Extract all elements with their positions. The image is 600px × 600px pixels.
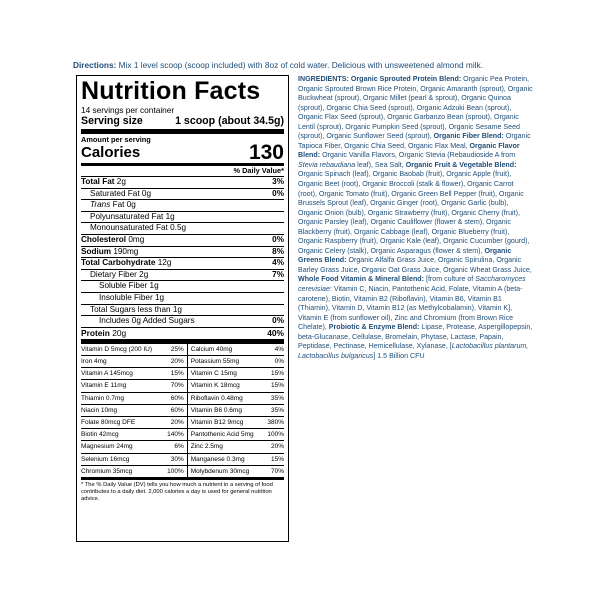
nutrient-label: Saturated Fat — [90, 188, 140, 198]
vitamin-species: Saccharomyces cerevisiae — [298, 275, 526, 294]
nutrient-amount: 1g — [172, 304, 182, 314]
nutrient-amount: Fat 0g — [112, 200, 136, 210]
probiotic-blend: Lipase, Protease, Aspergillopepsin, beta-Glucanase, Cellulase, Bromelain, Phytase, Lactase, Papain, Peptidase, Pectinase, Hemicellulase, Xylanase, [ — [298, 323, 533, 351]
vitamin-right-dv: 35% — [262, 404, 284, 416]
nutrient-amount: 1g — [165, 211, 175, 221]
fiber-blend-title: Organic Fiber Blend: — [433, 132, 504, 141]
daily-value-footnote: * The % Daily Value (DV) tells you how much a nutrient in a serving of food contributes to a daily diet. 2,000 calories a day is used for general nutrition advice. — [81, 481, 273, 503]
serving-size-label: Serving size — [81, 115, 143, 127]
nutrient-label: Includes 0g Added Sugars — [99, 316, 195, 326]
vitamin-row — [81, 355, 284, 367]
serving-size-value: 1 scoop (about 34.5g) — [175, 115, 284, 127]
vitamin-right-label: Vitamin K 18mcg — [187, 380, 262, 392]
vitamin-row — [81, 368, 284, 380]
nutrient-row-cholesterol — [81, 235, 284, 247]
nutrient-amount: 1g — [149, 281, 159, 291]
nutrient-label: Monounsaturated Fat — [90, 223, 168, 233]
nutrient-dv: 0% — [272, 316, 284, 326]
nutrient-amount: 12g — [157, 258, 172, 268]
vitamin-right-dv: 70% — [262, 465, 284, 478]
vitamin-left-label: Vitamin A 145mcg — [81, 368, 163, 380]
nutrient-row-trans-fat — [81, 200, 284, 212]
vitamin-right-label: Vitamin B12 9mcg — [187, 416, 262, 428]
vitamin-left-label: Magnesium 24mg — [81, 441, 163, 453]
nutrition-facts-panel — [76, 75, 289, 542]
vitamin-right-dv: 380% — [262, 416, 284, 428]
nutrient-label: Sodium — [81, 246, 112, 256]
flavor-blend-title: Organic Flavor Blend: — [298, 141, 520, 160]
vitamin-row — [81, 429, 284, 441]
vitamin-mineral-table — [81, 344, 284, 480]
nutrient-label: Trans — [90, 200, 111, 210]
nutrient-row-total-sugars — [81, 305, 284, 317]
vitamin-left-dv: 15% — [163, 368, 187, 380]
greens-blend-title: Organic Greens Blend: — [298, 246, 512, 265]
vitamin-left-label: Selenium 16mcg — [81, 453, 163, 465]
vitamin-left-dv: 20% — [163, 355, 187, 367]
fruit-veg-blend: Organic Spinach (leaf), Organic Baobab (fruit), Organic Apple (fruit), Organic Beet (root), Organic Broccoli (stalk & flower), Organic Carrot (root), Organic Tomato (fruit), Organic Green Bell Pepper (fruit), Organic Brussels Sprout (leaf), Organic Ginger (root), Organic Garlic (bulb), Organic Onion (bulb), Organic Strawberry (fruit), Organic Cherry (fruit), Organic Parsley (leaf), Organic Cauliflower (flower & stem), Organic Blackberry (fruit), Organic Cabbage (leaf), Organic Blueberry (fruit), Organic Raspberry (fruit), Organic Kale (leaf), Organic Cucumber (gourd), Organic Celery (stalk), Organic Asparagus (flower & stem), — [298, 170, 530, 255]
nutrient-label: Cholesterol — [81, 234, 127, 244]
vitamin-blend: : Vitamin C, Niacin, Pantothenic Acid, Folate, Vitamin A (beta-carotene), Biotin, Vitamin B2 (Riboflavin), Vitamin B6, Vitamin B1 (Thiamin), Vitamin D, Vitamin B12 (as Methylcobalamin), Vitamin K], Vitamin E (from sunflower oil), Zinc and Chromium (from Brown Rice Chelate), — [298, 285, 523, 332]
vitamin-left-label: Chromium 35mcg — [81, 465, 163, 478]
nutrient-dv: 3% — [272, 177, 284, 186]
nutrient-row-polyunsaturated-fat — [81, 212, 284, 224]
nutrient-row-dietary-fiber — [81, 270, 284, 282]
vitamin-right-dv: 20% — [262, 441, 284, 453]
flavor-blend: Organic Vanilla Flavors, Organic Stevia (Rebaudioside A from — [322, 151, 516, 160]
nutrient-amount: 20g — [112, 327, 127, 338]
nutrient-amount: 0g — [141, 188, 151, 198]
vitamin-row — [81, 404, 284, 416]
greens-blend: Organic Alfalfa Grass Juice, Organic Spirulina, Organic Barley Grass Juice, Organic Oat Grass Juice, Organic Wheat Grass Juice, — [298, 256, 532, 274]
directions-label: Directions: — [73, 60, 117, 70]
vitamin-right-label: Potassium 55mg — [187, 355, 262, 367]
vitamin-left-label: Niacin 10mg — [81, 404, 163, 416]
protein-blend-title: Organic Sprouted Protein Blend: — [350, 75, 462, 83]
nutrition-facts-title: Nutrition Facts — [81, 77, 261, 105]
nutrient-label: Total Carbohydrate — [81, 258, 156, 268]
nutrient-row-sodium — [81, 247, 284, 259]
vitamin-left-dv: 6% — [163, 441, 187, 453]
vitamin-left-dv: 30% — [163, 453, 187, 465]
vitamin-left-label: Vitamin E 11mg — [81, 380, 163, 392]
calories-value: 130 — [248, 141, 284, 164]
nutrient-label: Protein — [81, 327, 110, 338]
nutrient-dv: 40% — [267, 327, 284, 338]
vitamin-left-dv: 70% — [163, 380, 187, 392]
probiotic-tail: ] 1.5 Billion CFU — [373, 351, 425, 360]
vitamin-lead: [from culture of — [425, 275, 474, 284]
vitamin-right-dv: 15% — [262, 380, 284, 392]
vitamin-left-dv: 20% — [163, 416, 187, 428]
amount-per-serving: Amount per serving — [81, 135, 151, 144]
vitamin-left-label: Vitamin D 5mcg (200 IU) — [81, 344, 163, 356]
nutrient-row-soluble-fiber — [81, 281, 284, 293]
nutrient-dv: 4% — [272, 258, 284, 268]
vitamin-right-label: Vitamin B6 0.6mg — [187, 404, 262, 416]
vitamin-row — [81, 453, 284, 465]
nutrient-row-monounsaturated-fat — [81, 223, 284, 235]
nutrient-row-saturated-fat — [81, 189, 284, 201]
vitamin-right-label: Vitamin C 15mg — [187, 368, 262, 380]
flavor-tail: leaf), Sea Salt, — [357, 160, 404, 169]
protein-blend: Organic Pea Protein, Organic Sprouted Brown Rice Protein, Organic Amaranth (sprout), Organic Buckwheat (sprout), Organic Millet (pearl & sprout), Organic Quinoa (sprout), Organic Chia Seed (sprout), Organic Adzuki Bean (sprout), Organic Flax Seed (sprout), Organic Garbanzo Bean (sprout), Organic Lentil (sprout), Organic Pumpkin Seed (sprout), Organic Sesame Seed (sprout), Organic Sunflower Seed (sprout), — [298, 75, 533, 141]
vitamin-right-label: Manganese 0.3mg — [187, 453, 262, 465]
ingredients-text — [298, 75, 534, 361]
serving-size-row — [81, 115, 284, 134]
nutrient-label: Soluble Fiber — [99, 281, 148, 291]
nutrient-dv: 0% — [272, 234, 284, 244]
nutrient-label: Insoluble Fiber — [99, 292, 153, 302]
vitamin-left-dv: 140% — [163, 429, 187, 441]
probiotic-species: Lactobacillus plantarum, Lactobacillus bulgaricus — [298, 342, 529, 360]
directions-text: Mix 1 level scoop (scoop included) with 8oz of cold water. Delicious with unsweetened almond milk. — [118, 60, 483, 70]
nutrient-row-total-fat — [81, 177, 284, 189]
nutrient-label: Total Fat — [81, 177, 115, 186]
servings-per-container: 14 servings per container — [81, 105, 175, 115]
vitamin-right-label: Pantothenic Acid 5mg — [187, 429, 262, 441]
vitamin-left-label: Biotin 42mcg — [81, 429, 163, 441]
nutrient-label: Total Sugars less than — [90, 304, 171, 314]
nutrient-amount: 0mg — [128, 234, 145, 244]
nutrient-amount: 2g — [116, 177, 126, 186]
vitamin-left-label: Iron 4mg — [81, 355, 163, 367]
vitamin-right-dv: 35% — [262, 392, 284, 404]
probiotic-blend-title: Probiotic & Enzyme Blend: — [328, 323, 420, 332]
nutrient-row-protein — [81, 328, 284, 344]
nutrient-row-insoluble-fiber — [81, 293, 284, 305]
nutrient-row-total-carbohydrate — [81, 258, 284, 270]
vitamin-right-dv: 100% — [262, 429, 284, 441]
calories-row — [81, 141, 284, 166]
vitamin-row — [81, 465, 284, 478]
vitamin-row — [81, 416, 284, 428]
nutrient-label: Dietary Fiber — [90, 269, 137, 279]
vitamin-row — [81, 344, 284, 356]
calories-label: Calories — [81, 144, 141, 161]
nutrient-amount: 1g — [154, 292, 165, 302]
vitamin-left-dv: 100% — [163, 465, 187, 478]
vitamin-right-label: Riboflavin 0.48mg — [187, 392, 262, 404]
ingredients-label: INGREDIENTS: — [298, 75, 349, 83]
fiber-blend: Organic Tapioca Fiber, Organic Chia Seed, Organic Flax Meal, — [298, 132, 531, 150]
vitamin-right-dv: 0% — [262, 355, 284, 367]
flavor-species: Stevia rebaudiana — [298, 160, 356, 169]
nutrient-amount: 0.5g — [170, 223, 187, 233]
vitamin-right-dv: 15% — [262, 368, 284, 380]
vitamin-left-dv: 60% — [163, 392, 187, 404]
vitamin-right-label: Molybdenum 30mcg — [187, 465, 262, 478]
vitamin-right-dv: 4% — [262, 344, 284, 356]
nutrient-amount: 190mg — [113, 246, 139, 256]
nutrient-amount: 2g — [139, 269, 149, 279]
directions — [73, 60, 533, 71]
vitamin-blend-title: Whole Food Vitamin & Mineral Blend: — [298, 275, 424, 284]
nutrient-row-added-sugars — [81, 316, 284, 328]
nutrient-dv: 0% — [272, 188, 284, 198]
fruit-veg-blend-title: Organic Fruit & Vegetable Blend: — [405, 160, 517, 169]
vitamin-row — [81, 380, 284, 392]
vitamin-left-label: Folate 80mcg DFE — [81, 416, 163, 428]
vitamin-row — [81, 392, 284, 404]
vitamin-right-dv: 15% — [262, 453, 284, 465]
vitamin-left-dv: 60% — [163, 404, 187, 416]
daily-value-header: % Daily Value* — [81, 166, 284, 177]
vitamin-right-label: Zinc 2.5mg — [187, 441, 262, 453]
nutrient-label: Polyunsaturated Fat — [90, 211, 164, 221]
nutrient-dv: 7% — [272, 269, 284, 279]
nutrient-dv: 8% — [272, 246, 284, 256]
vitamin-row — [81, 441, 284, 453]
vitamin-right-label: Calcium 40mg — [187, 344, 262, 356]
vitamin-left-label: Thiamin 0.7mg — [81, 392, 163, 404]
vitamin-left-dv: 25% — [163, 344, 187, 356]
